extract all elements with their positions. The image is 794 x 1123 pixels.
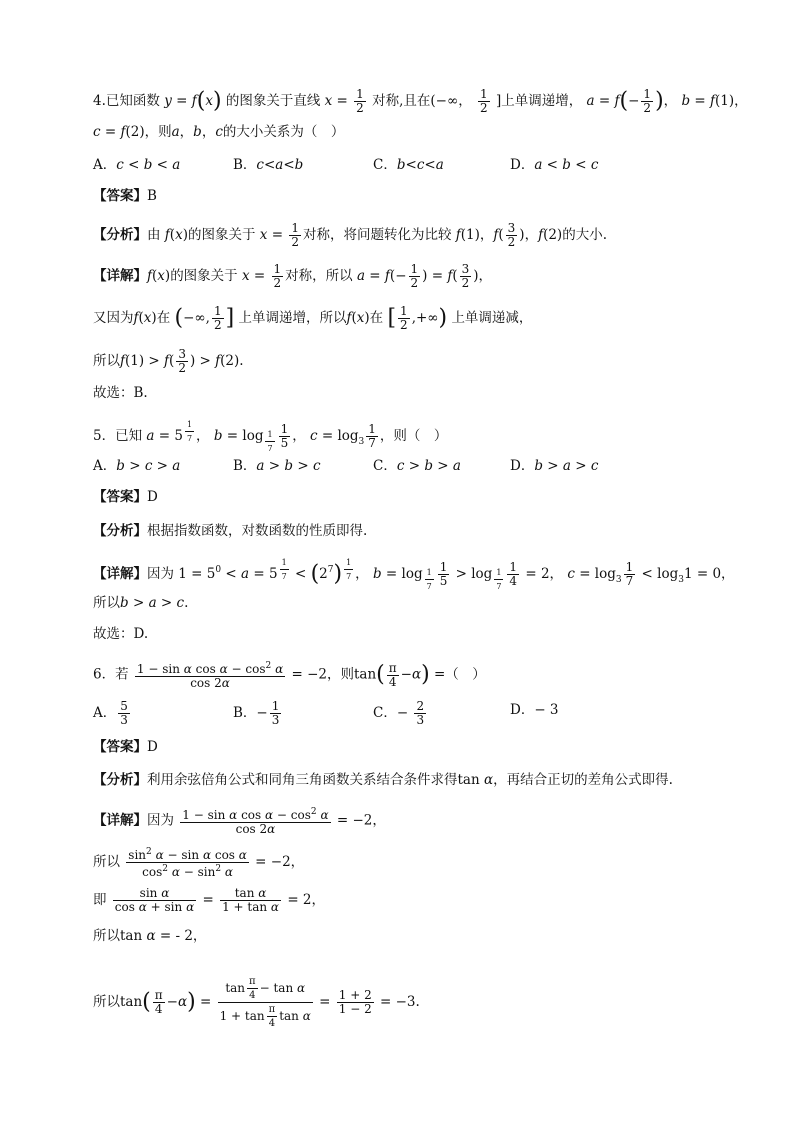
q6-detail-line3: 即 $\frac{\text{sin α}}{\text{cos α + sin α}}$ = $\frac{\text{tan α}}{\text{1 + tan α}}$ = 2， (93, 886, 326, 914)
q4-stem-line2: c = f(2)，则a，b，c的大小关系为（ ） (93, 124, 345, 140)
q6-option-d[interactable]: D．− 3 (510, 702, 559, 718)
q4-detail-line1: 【详解】f(x)的图象关于 x = $\frac{1}{2}$ 对称，所以 a = f(− $\frac{1}{2}$ ) = f( $\frac{3}{2}$ )， (93, 262, 493, 290)
q4-detail-line2: 又因为f(x)在 (−∞, $\frac{1}{2}$ ] 上单调递增，所以f(x)在 [ $\frac{1}{2}$ ,+∞) 上单调递减， (93, 304, 533, 332)
q5-detail-line2: 所以b > a > c. (93, 595, 189, 611)
q6-option-a[interactable]: A． $\frac{5}{3}$ (93, 699, 128, 727)
q4-analysis: 【分析】由 f(x)的图象关于 x = $\frac{1}{2}$ 对称，将问题转化为比较 f(1)，f( $\frac{3}{2}$ )，f(2)的大小. (93, 221, 607, 249)
q4-option-d[interactable]: D．a < b < c (510, 157, 599, 173)
q5-answer: 【答案】D (93, 489, 158, 505)
q6-detail-line4: 所以tan α = - 2， (93, 928, 207, 944)
q4-option-a[interactable]: A．c < b < a (93, 157, 181, 173)
q6-stem: 6．若 $\frac{1 - \sin \alpha \cos \alpha - \cos^2 \alpha}{\cos 2\alpha}$ = −2，则tan( $\frac{\pi}{4}$ −α) =（ ） (93, 660, 486, 690)
q4-option-c[interactable]: C．b<c<a (373, 157, 444, 173)
q5-option-c[interactable]: C．c > b > a (373, 458, 461, 474)
q5-option-b[interactable]: B．a > b > c (233, 458, 321, 474)
q4-detail-line3: 所以f(1) > f( $\frac{3}{2}$ ) > f(2). (93, 347, 244, 375)
q4-answer: 【答案】B (93, 188, 157, 204)
q4-conclusion: 故选：B. (93, 385, 148, 401)
q6-detail-line5: 所以tan( $\frac{\pi}{4}$ −α) = tan $\frac{\pi}{4}$ − tan α 1 + tan $\frac{\pi}{4}$ tan α = $\frac{1 + 2}{1 - 2}$ = −3. (93, 976, 420, 1029)
q6-option-b[interactable]: B．− $\frac{1}{3}$ (233, 699, 280, 727)
q6-detail-line1: 【详解】因为 $\frac{1 - \sin \alpha \cos \alpha - \cos^2 \alpha}{\cos 2\alpha}$ = −2， (93, 807, 386, 836)
q5-analysis: 【分析】根据指数函数，对数函数的性质即得. (93, 523, 368, 539)
q6-option-c[interactable]: C．− $\frac{2}{3}$ (373, 699, 425, 727)
q5-conclusion: 故选：D. (93, 626, 149, 642)
q5-stem: 5．已知 a = 5 $^{\frac{1}{7}}$ ， b = log $_{\frac{1}{7}}$ $\frac{1}{5}$ ， $c = \log_3$ $\frac{1}{7}$ ，则（ ） (93, 420, 448, 453)
q5-option-a[interactable]: A．b > c > a (93, 458, 181, 474)
q6-detail-line2: 所以 $\frac{\sin^2 \alpha - \sin \alpha \cos \alpha}{\cos^2 \alpha - \sin^2 \alpha}$ = −2， (93, 847, 305, 879)
q6-analysis: 【分析】利用余弦倍角公式和同角三角函数关系结合条件求得tan α，再结合正切的差角公式即得. (93, 772, 673, 788)
q5-detail-line1: 【详解】因为 $1 = 5^0 < a = 5$ $^{\frac{1}{7}}$ < $(2^7)$ $^{\frac{1}{7}}$ ， b = log $_{\frac{1}{7}}$ $\frac{1}{5}$ > log $_{\frac{1}{7}}$ $\frac{1}{4}$ = 2， $c = \log_3$ $\frac{1}{7}$ < $\log_31 = 0$， (93, 558, 735, 591)
q6-answer: 【答案】D (93, 739, 158, 755)
q4-stem-line1: 4.已知函数 y = f(x) 的图象关于直线 x = $\frac{1}{2}$ 对称,且在(−∞， $\frac{1}{2}$ ]上单调递增， a = f(− $\frac{1}{2}$ )， b = f(1)， (93, 87, 748, 115)
q4-option-b[interactable]: B．c<a<b (233, 157, 304, 173)
q5-option-d[interactable]: D．b > a > c (510, 458, 599, 474)
